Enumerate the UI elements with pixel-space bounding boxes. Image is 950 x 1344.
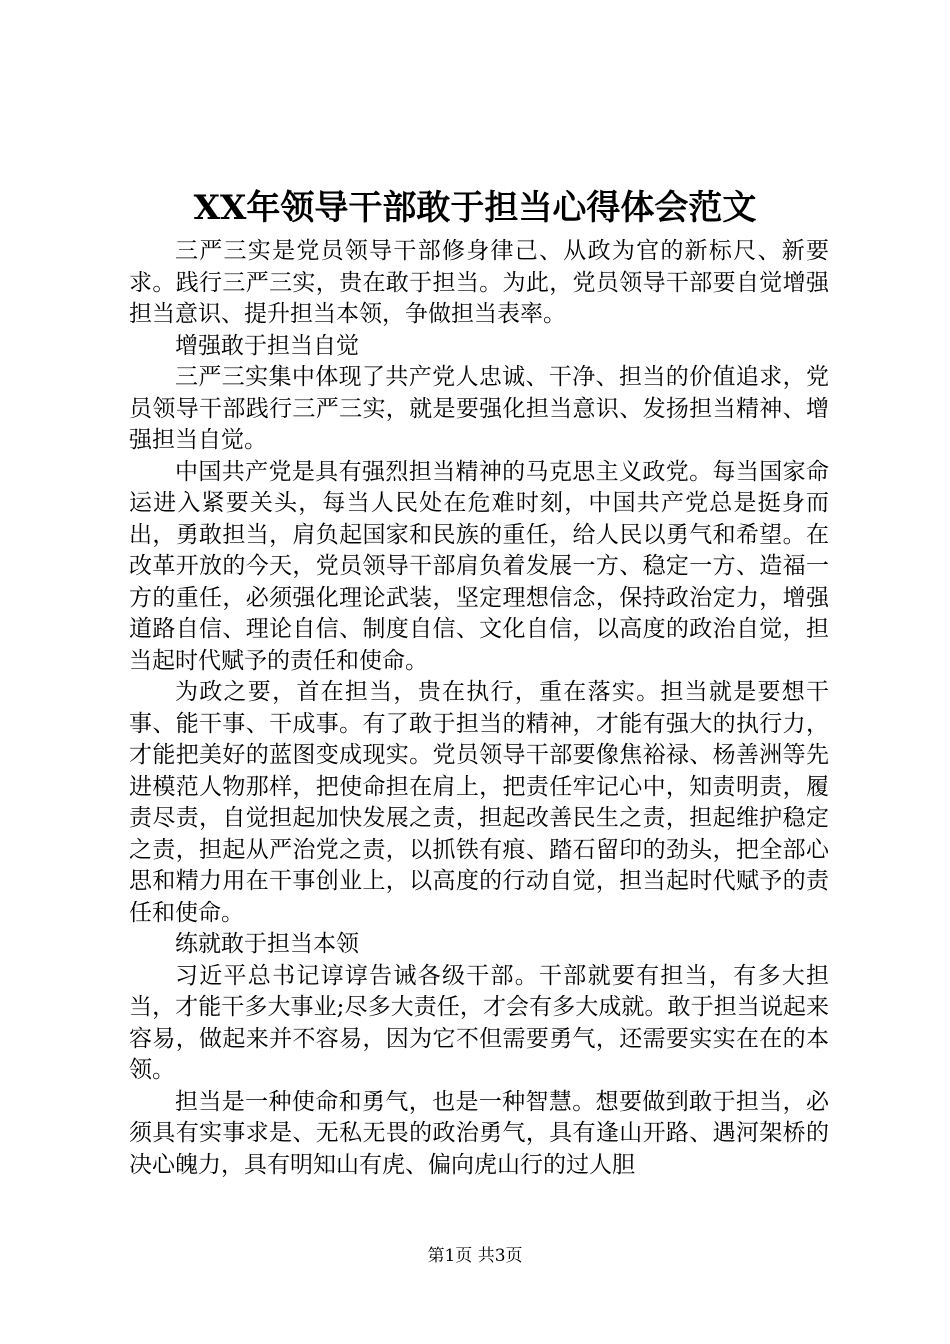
paragraph: 三严三实是党员领导干部修身律己、从政为官的新标尺、新要求。践行三严三实，贵在敢于担当。为此，党员领导干部要自觉增强担当意识、提升担当本领，争做担当表率。 bbox=[129, 238, 829, 327]
section-heading: 练就敢于担当本领 bbox=[175, 931, 359, 957]
document-title: XX年领导干部敢于担当心得体会范文 bbox=[193, 188, 757, 228]
paragraph: 习近平总书记谆谆告诫各级干部。干部就要有担当，有多大担当，才能干多大事业;尽多大责任，才会有多大成就。敢于担当说起来容易，做起来并不容易，因为它不但需要勇气，还需要实实在在的本领。 bbox=[129, 962, 829, 1083]
paragraph: 担当是一种使命和勇气，也是一种智慧。想要做到敢于担当，必须具有实事求是、无私无畏的政治勇气，具有逢山开路、遇河架桥的决心魄力，具有明知山有虎、偏向虎山行的过人胆 bbox=[129, 1088, 829, 1178]
paragraph: 为政之要，首在担当，贵在执行，重在落实。担当就是要想干事、能干事、干成事。有了敢于担当的精神，才能有强大的执行力，才能把美好的蓝图变成现实。党员领导干部要像焦裕禄、杨善洲等先进模范人物那样，把使命担在肩上，把责任牢记心中，知责明责，履责尽责，自觉担起加快发展之责，担起改善民生之责，担起维护稳定之责，担起从严治党之责，以抓铁有痕、踏石留印的劲头，把全部心思和精力用在干事创业上，以高度的行动自觉，担当起时代赋予的责任和使命。 bbox=[129, 679, 829, 926]
paragraph: 三严三实集中体现了共产党人忠诚、干净、担当的价值追求，党员领导干部践行三严三实，就是要强化担当意识、发扬担当精神、增强担当自觉。 bbox=[129, 364, 829, 453]
paragraph: 中国共产党是具有强烈担当精神的马克思主义政党。每当国家命运进入紧要关头，每当人民处在危难时刻，中国共产党总是挺身而出，勇敢担当，肩负起国家和民族的重任，给人民以勇气和希望。在改革开放的今天，党员领导干部肩负着发展一方、稳定一方、造福一方的重任，必须强化理论武装，坚定理想信念，保持政治定力，增强道路自信、理论自信、制度自信、文化自信，以高度的政治自觉，担当起时代赋予的责任和使命。 bbox=[129, 458, 829, 674]
document-body bbox=[129, 236, 829, 1181]
section-heading: 增强敢于担当自觉 bbox=[175, 332, 359, 359]
page-number-footer: 第1页 共3页 bbox=[427, 1246, 523, 1266]
